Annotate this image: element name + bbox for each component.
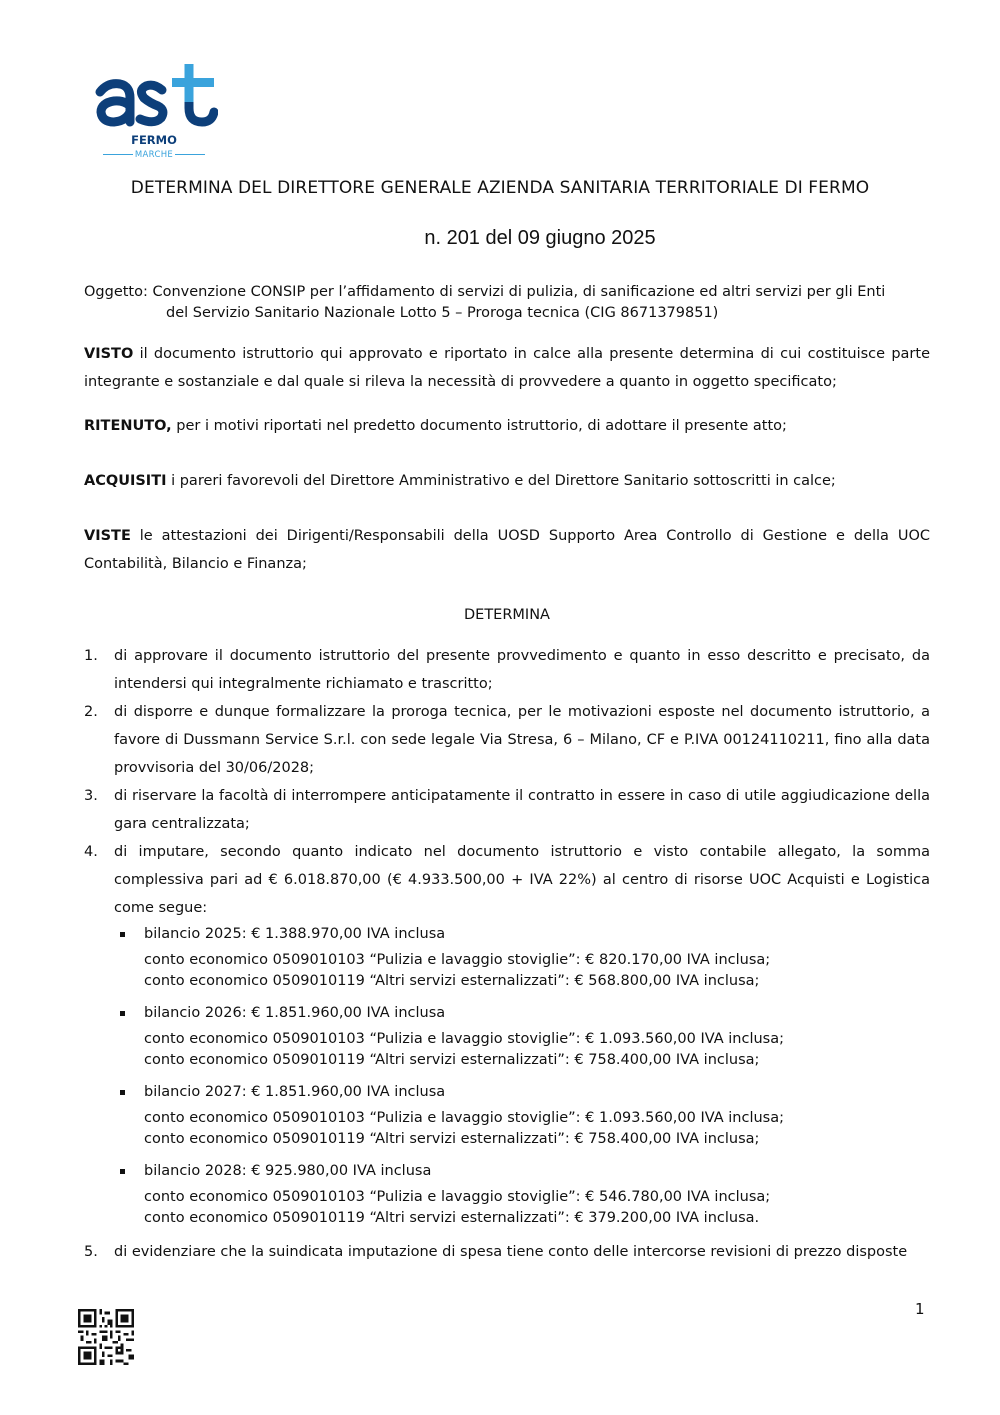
subject-line-2: del Servizio Sanitario Nazionale Lotto 5 – Proroga tecnica (CIG 8671379851)	[166, 305, 719, 321]
premise-keyword: ACQUISITI	[84, 473, 167, 489]
budget-year-2025	[144, 922, 930, 946]
subject-text-1: Convenzione CONSIP per l’affidamento di servizi di pulizia, di sanificazione ed altri servizi per gli Enti	[152, 284, 886, 300]
bullet-icon	[120, 1011, 125, 1016]
premise-acquisiti	[84, 467, 930, 495]
budget-line: bilancio 2025: € 1.388.970,00 IVA inclusa	[144, 926, 446, 942]
document-title: DETERMINA DEL DIRETTORE GENERALE AZIENDA SANITARIA TERRITORIALE DI FERMO	[130, 178, 870, 198]
page-number: 1	[915, 1300, 925, 1318]
budget-year-2027	[144, 1080, 930, 1104]
budget-accounts	[144, 1025, 930, 1080]
premise-ritenuto	[84, 412, 930, 440]
item-text: di evidenziare che la suindicata imputazione di spesa tiene conto delle intercorse revisioni di prezzo disposte	[114, 1244, 908, 1260]
account-line: conto economico 0509010119 “Altri servizi esternalizzati”: € 568.800,00 IVA inclusa;	[144, 973, 760, 989]
subject	[84, 282, 930, 324]
item-number: 2.	[84, 704, 98, 720]
bullet-icon	[120, 932, 125, 937]
determina-item-5	[84, 1238, 930, 1266]
budget-accounts	[144, 1183, 930, 1238]
subject-line-1	[84, 282, 930, 303]
logo-region	[94, 150, 214, 160]
determina-heading: DETERMINA	[464, 607, 550, 623]
account-line: conto economico 0509010119 “Altri servizi esternalizzati”: € 758.400,00 IVA inclusa;	[144, 1052, 760, 1068]
budget-line: bilancio 2026: € 1.851.960,00 IVA inclusa	[144, 1005, 446, 1021]
determina-item-1	[84, 642, 930, 698]
account-line: conto economico 0509010103 “Pulizia e lavaggio stoviglie”: € 820.170,00 IVA inclusa;	[144, 952, 771, 968]
ast-fermo-logo	[94, 62, 218, 162]
item-number: 3.	[84, 788, 98, 804]
premise-text: i pareri favorevoli del Direttore Amministrativo e del Direttore Sanitario sottoscritti in calce;	[166, 473, 836, 489]
account-line: conto economico 0509010119 “Altri servizi esternalizzati”: € 379.200,00 IVA inclusa.	[144, 1210, 760, 1226]
budget-line: bilancio 2027: € 1.851.960,00 IVA inclusa	[144, 1084, 446, 1100]
bullet-icon	[120, 1090, 125, 1095]
budget-accounts	[144, 946, 930, 1001]
determina-list	[84, 642, 930, 1266]
ast-logo-icon	[94, 62, 218, 132]
premise-text: per i motivi riportati nel predetto documento istruttorio, di adottare il presente atto;	[171, 418, 787, 434]
item-number: 1.	[84, 648, 98, 664]
item-number: 5.	[84, 1244, 98, 1260]
budget-year-2028	[144, 1159, 930, 1183]
determina-item-4	[84, 838, 930, 1238]
account-line: conto economico 0509010103 “Pulizia e lavaggio stoviglie”: € 546.780,00 IVA inclusa;	[144, 1189, 771, 1205]
logo-region-text: MARCHE	[134, 150, 174, 160]
qr-code-icon	[78, 1309, 134, 1365]
logo-divider-right	[175, 154, 205, 155]
premise-viste	[84, 522, 930, 578]
item-number: 4.	[84, 844, 98, 860]
determina-item-2	[84, 698, 930, 782]
bullet-icon	[120, 1169, 125, 1174]
premise-keyword: VISTE	[84, 528, 131, 544]
premise-keyword: RITENUTO,	[84, 418, 172, 434]
logo-divider-left	[103, 154, 133, 155]
account-line: conto economico 0509010103 “Pulizia e lavaggio stoviglie”: € 1.093.560,00 IVA inclusa;	[144, 1031, 784, 1047]
budget-accounts	[144, 1104, 930, 1159]
premise-text: le attestazioni dei Dirigenti/Responsabili della UOSD Supporto Area Controllo di Gestione e della UOC Contabilità, Bilancio e Finanza;	[84, 528, 930, 572]
item-text: di disporre e dunque formalizzare la proroga tecnica, per le motivazioni esposte nel documento istruttorio, a favore di Dussmann Service S.r.l. con sede legale Via Stresa, 6 – Milano, CF e P.IVA 00124110211, fino alla data provvisoria del 30/06/2028;	[114, 704, 930, 776]
budget-line: bilancio 2028: € 925.980,00 IVA inclusa	[144, 1163, 432, 1179]
budget-year-2026	[144, 1001, 930, 1025]
premise-visto	[84, 340, 930, 396]
premise-keyword: VISTO	[84, 346, 134, 362]
account-line: conto economico 0509010103 “Pulizia e lavaggio stoviglie”: € 1.093.560,00 IVA inclusa;	[144, 1110, 784, 1126]
logo-city: FERMO	[131, 133, 177, 147]
item-text: di imputare, secondo quanto indicato nel documento istruttorio e visto contabile allegato, la somma complessiva pari ad € 6.018.870,00 (€ 4.933.500,00 + IVA 22%) al centro di risorse UOC Acquisti e Logistica come segue:	[114, 844, 930, 916]
account-line: conto economico 0509010119 “Altri servizi esternalizzati”: € 758.400,00 IVA inclusa;	[144, 1131, 760, 1147]
item-text: di riservare la facoltà di interrompere anticipatamente il contratto in essere in caso di utile aggiudicazione della gara centralizzata;	[114, 788, 930, 832]
document-number: n. 201 del 09 giugno 2025	[424, 227, 656, 249]
subject-label: Oggetto:	[84, 284, 148, 300]
premise-text: il documento istruttorio qui approvato e riportato in calce alla presente determina di cui costituisce parte integrante e sostanziale e dal quale si rileva la necessità di provvedere a quanto in oggetto specificato;	[84, 346, 930, 390]
budget-breakdown	[114, 922, 930, 1238]
determina-item-3	[84, 782, 930, 838]
item-text: di approvare il documento istruttorio del presente provvedimento e quanto in esso descritto e precisato, da intendersi qui integralmente richiamato e trascritto;	[114, 648, 930, 692]
